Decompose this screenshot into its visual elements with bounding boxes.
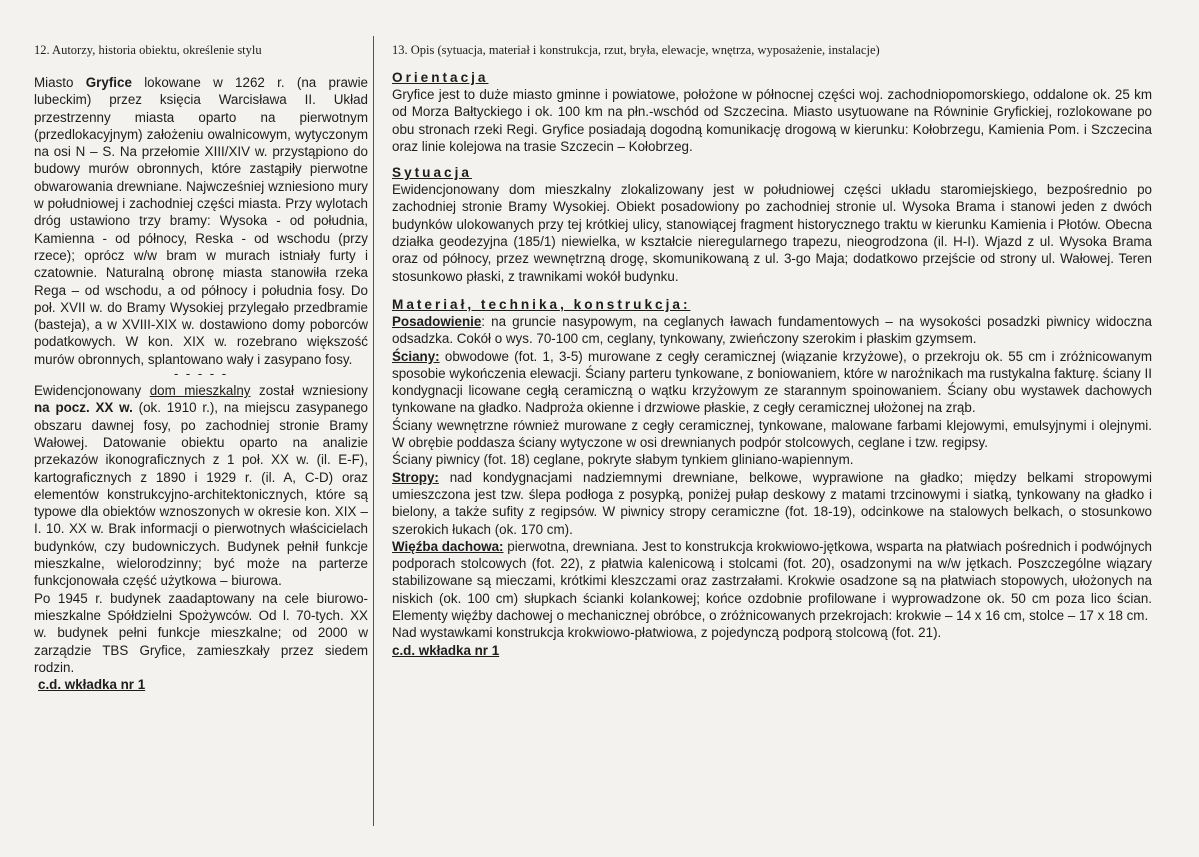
basement-walls-paragraph: Ściany piwnicy (fot. 18) ceglane, pokryte słabym tynkiem gliniano-wapiennym. <box>392 452 854 468</box>
material-title: Materiał, technika, konstrukcja: <box>392 296 691 312</box>
situation-text: Ewidencjonowany dom mieszkalny zlokalizowany jest w południowej części układu staromiejskiego, bezpośrednio po zachodniej stronie Bramy Wysokiej. Obiekt posadowiony po zachodniej stronie ul. Wysoka Brama i stanowi jeden z dwóch budynków ulokowanych przy tej krótkiej ulicy, stanowiącej fragment historycznego traktu w kierunku Kamienia i Płotów. Obecna działka geodezyjna (185/1) niewielka, w kształcie nieregularnego trapezu, nieogrodzona (il. H-I). Wjazd z ul. Wysoka Brama oraz od północy, przez wewnętrzną drogę, skomunikowaną z ul. 3-go Maja; dodatkowo przejście od strony ul. Wałowej. Teren stosunkowo płaski, z trawnikami wokół budynku. <box>392 182 1152 284</box>
dormers-paragraph: Nad wystawkami konstrukcja krokwiowo-płatwiowa, z pojedynczą podporą stolcową (fot. 21). <box>392 625 942 641</box>
section-separator: - - - - - <box>173 366 229 382</box>
description-column <box>392 40 1152 659</box>
foundation-paragraph <box>392 313 1152 348</box>
walls-label: Ściany: <box>392 348 440 364</box>
continued-note: c.d. wkładka nr 1 <box>392 642 500 658</box>
roof-truss-label: Więźba dachowa: <box>392 538 504 554</box>
orientation-text: Gryfice jest to duże miasto gminne i powiatowe, położone w północnej części woj. zachodniopomorskiego, oddalone ok. 25 km od Morza Bałtyckiego i ok. 100 km na płn.-wschód od Szczecina. Miasto usytuowane na Równinie Gryfickiej, rozlokowane po obu stronach rzeki Regi. Gryfice posiadają dogodną komunikację drogową w kierunku: Kołobrzegu, Kamienia Pom. i Szczecina oraz linie kolejowa na trasie Szczecin – Kołobrzeg. <box>392 87 1152 154</box>
walls-paragraph <box>392 348 1152 417</box>
foundation-text: : na gruncie nasypowym, na ceglanych ławach fundamentowych – na wysokości posadzki piwnicy widoczna odsadzka. Cokół o wys. 70-100 cm, ceglany, tynkowany, zwieńczony szerokim i płaskim gzymsem. <box>392 313 1152 347</box>
building-date: na pocz. XX w. <box>34 400 133 416</box>
ceilings-text: nad kondygnacjami nadziemnymi drewniane, belkowe, wyprawione na gładko; między belkami stropowymi umieszczona jest tzw. ślepa podłoga z posypką, poniżej pułap deskowy z matami trzcinowymi i siatką, tynkowany na gładko i bielony, a także sufity z regipsów. W piwnicy stropy ceramiczne (fot. 18-19), odcinkowe na stalowych belkach, o stosunkowo szerokich łukach (ok. 170 cm). <box>392 469 1152 537</box>
ceilings-label: Stropy: <box>392 469 439 485</box>
building-text: Ewidencjonowany <box>34 383 150 399</box>
foundation-label: Posadowienie <box>392 313 482 329</box>
column-divider <box>373 36 374 826</box>
continued-note: c.d. wkładka nr 1 <box>38 677 146 693</box>
ceilings-paragraph <box>392 469 1152 538</box>
inner-walls-paragraph: Ściany wewnętrzne również murowane z cegły ceramicznej, tynkowane, malowane farbami klejowymi, emulsyjnymi i olejnymi. W obrębie poddasza ściany wytyczone w osi drewnianych podpór stolcowych, ceglane i tzw. regipsy. <box>392 417 1152 451</box>
history-text: lokowane w 1262 r. (na prawie lubeckim) przez księcia Warcisława II. Układ przestrzenny miasta oparto na pierwotnym (przedlokacyjnym) założeniu owalnicowym, wytyczonym na osi N – S. Na przełomie XIII/XIV w. przystąpiono do budowy murów obronnych, które zastąpiły pierwotne obwarowania drewniane. Najwcześniej wzniesiono mury w południowej i zachodniej części miasta. Przy wylotach dróg ustawiono trzy bramy: Wysoka - od południa, Kamienna - od północy, Reska - od wschodu (przy rzece); oprócz w/w bram w murach istniały furty i czatownie. Naturalną obronę miasta stanowiła rzeka Rega – od wschodu, a od północy i południa fosy. Do poł. XVII w. do Bramy Wysokiej przylegało przedbramie (basteja), a w XVIII-XIX w. dostawiono domy poborców podatkowych. W kon. XIX w. rozebrano większość murów obronnych, splantowano wały i zasypano fosy. <box>34 75 368 367</box>
history-text: Miasto <box>34 75 86 90</box>
roof-truss-text: pierwotna, drewniana. Jest to konstrukcja krokwiowo-jętkowa, wsparta na płatwiach pośrednich i podwójnych podporach stolcowych (fot. 22), z płatwia kalenicową i stolcami (fot. 20), osadzonymi na w/w jętkach. Poszczególne wiązary stabilizowane są mieczami, krótkimi kleszczami oraz zastrzałami. Krokwie osadzone są na płatwiach stopowych, ułożonych na niskich (ok. 100 cm) słupkach ścianki kolankowej; końce ozdobnie profilowane i wyprowadzone ok. 50 cm poza lico ścian. Elementy więźby dachowej o mechanicznej obróbce, o zróżnicowanych przekrojach: krokwie – 14 x 16 cm, stolce – 17 x 18 cm. <box>392 538 1152 624</box>
history-heading: 12. Autorzy, historia obiektu, określenie stylu <box>34 43 262 57</box>
building-text: (ok. 1910 r.), na miejscu zasypanego obszaru dawnej fosy, po zachodniej stronie Bramy Wałowej. Datowanie obiektu oparto na analizie przekazów ikonograficznych z 1 poł. XX w. (il. E-F), kartograficznych z 1890 i 1929 r. (il. A, C-D) oraz elementów konstrukcyjno-architektonicznych, które są typowe dla obiektów wznoszonych w okresie kon. XIX – I. 10. XX w. Brak informacji o pierwotnych właścicielach budynków, czy budowniczych. Budynek pełnił funkcje mieszkalne, wielorodzinny; być może na parterze funkcjonowała część użytkowa – biurowa. <box>34 400 368 589</box>
situation-title: Sytuacja <box>392 165 472 181</box>
post-war-paragraph: Po 1945 r. budynek zaadaptowany na cele biurowo-mieszkalne Spółdzielni Spożywców. Od l. 70-tych. XX w. budynek pełni funkcje mieszkalne; od 2000 w zarządzie TBS Gryfice, zamieszkały przez siedem rodzin. <box>34 590 368 675</box>
building-paragraph <box>34 382 368 590</box>
orientation-title: Orientacja <box>392 70 489 85</box>
description-heading: 13. Opis (sytuacja, materiał i konstrukcja, rzut, bryła, elewacje, wnętrza, wyposażenie, instalacje) <box>392 43 880 57</box>
roof-truss-paragraph <box>392 538 1152 624</box>
building-type: dom mieszkalny <box>149 383 251 399</box>
walls-text: obwodowe (fot. 1, 3-5) murowane z cegły ceramicznej (wiązanie krzyżowe), o przekroju ok. 55 cm i zróżnicowanym sposobie wykończenia elewacji. Ściany parteru tynkowane, z boniowaniem, które w narożnikach ma rustykalna fakturę. ściany II kondygnacji licowane cegłą ceramiczną o wątku krzyżowym ze starannym spoinowaniem. Ściany obu wystawek dachowych tynkowane na gładko. Nadproża okienne i drzwiowe płaskie, z cegły ceramicznej ułożonej na zrąb. <box>392 348 1152 416</box>
history-column <box>34 40 368 693</box>
history-paragraph <box>34 74 368 368</box>
building-text: został wzniesiony <box>250 383 368 399</box>
town-name: Gryfice <box>85 75 132 90</box>
